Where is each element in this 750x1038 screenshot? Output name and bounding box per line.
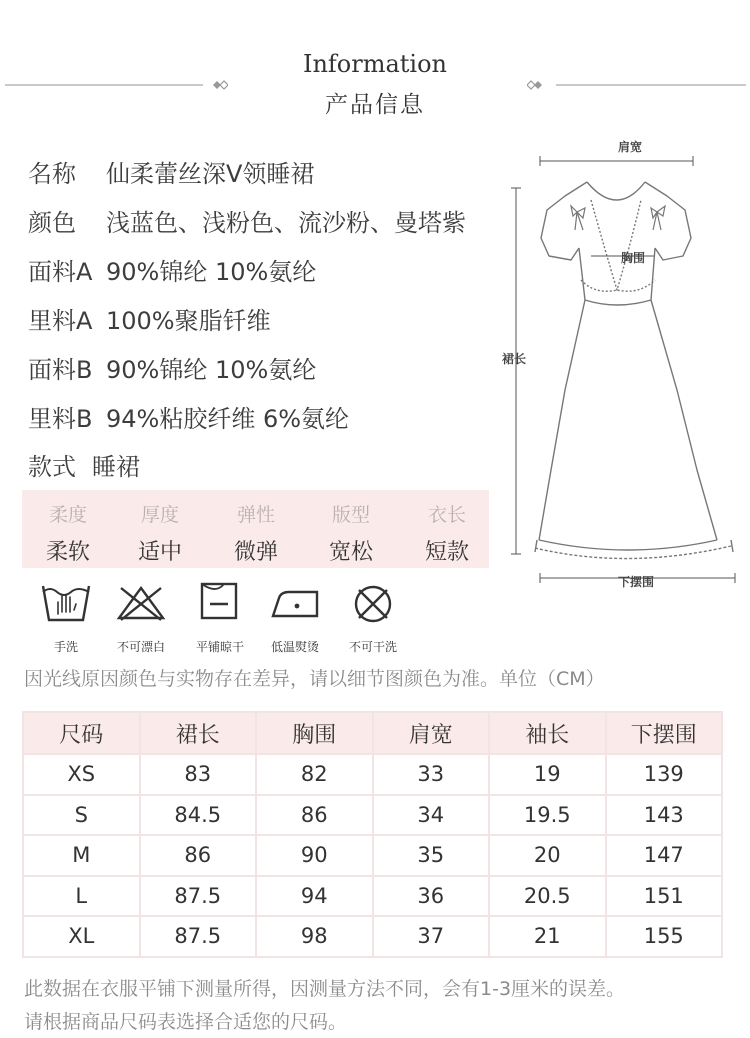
table-row	[23, 795, 722, 836]
diamond-ornament-right-icon	[527, 80, 543, 90]
table-cell: 87.5	[140, 876, 257, 917]
column-header-hem: 下摆围	[606, 712, 723, 754]
attribute-value: 柔软	[45, 540, 90, 565]
care-label: 平铺晾干	[195, 640, 244, 654]
attribute-title: 版型	[331, 504, 370, 526]
care-dry-flat	[185, 580, 255, 655]
care-label: 手洗	[53, 640, 78, 654]
info-value: 睡裙	[92, 453, 140, 481]
info-key: 款式	[28, 453, 76, 481]
table-cell: 35	[373, 835, 490, 876]
diamond-ornament-left-icon	[212, 80, 228, 90]
table-cell: 86	[140, 835, 257, 876]
info-row-lining-a	[28, 301, 271, 335]
table-row	[23, 754, 722, 795]
table-cell: 20.5	[489, 876, 606, 917]
attribute-title: 柔度	[48, 504, 87, 526]
care-no-dry-clean	[338, 580, 408, 655]
column-header-sleeve: 袖长	[489, 712, 606, 754]
iron-low-icon	[267, 580, 323, 624]
table-row	[23, 876, 722, 917]
column-header-shoulder: 肩宽	[373, 712, 490, 754]
info-value: 90%锦纶 10%氨纶	[106, 356, 317, 384]
dress-length-label: 裙长	[502, 352, 527, 366]
column-header-length: 裙长	[140, 712, 257, 754]
table-cell: 147	[606, 835, 723, 876]
table-cell: XS	[23, 754, 140, 795]
info-key: 名称	[28, 160, 76, 188]
table-cell: 86	[256, 795, 373, 836]
attribute-title: 衣长	[427, 504, 466, 526]
info-key: 里料A	[28, 307, 93, 335]
care-iron-low	[260, 580, 330, 655]
info-row-color	[28, 203, 466, 237]
dry-flat-icon	[192, 580, 248, 624]
table-cell: 87.5	[140, 916, 257, 957]
color-unit-note: 因光线原因颜色与实物存在差异，请以细节图颜色为准。单位（CM）	[24, 668, 605, 690]
attribute-length	[401, 490, 493, 566]
table-cell: 90	[256, 835, 373, 876]
table-cell: 139	[606, 754, 723, 795]
size-table	[22, 711, 723, 958]
dress-shoulder-label: 肩宽	[618, 140, 643, 154]
info-key: 面料A	[28, 258, 93, 286]
size-table-header	[23, 712, 722, 754]
info-row-style	[28, 447, 140, 481]
attribute-elasticity	[210, 490, 302, 566]
dress-diagram	[495, 130, 745, 590]
info-key: 颜色	[28, 209, 76, 237]
table-cell: L	[23, 876, 140, 917]
no-dry-clean-icon	[345, 580, 401, 624]
table-cell: 83	[140, 754, 257, 795]
info-row-fabric-b	[28, 350, 317, 384]
attribute-thickness	[114, 490, 206, 566]
attribute-panel	[22, 490, 489, 568]
care-label: 不可漂白	[116, 640, 165, 654]
table-cell: 84.5	[140, 795, 257, 836]
attribute-fit	[305, 490, 397, 566]
table-cell: 94	[256, 876, 373, 917]
table-cell: 36	[373, 876, 490, 917]
table-cell: 34	[373, 795, 490, 836]
info-row-name	[28, 154, 315, 188]
column-header-size: 尺码	[23, 712, 140, 754]
attribute-softness	[22, 490, 114, 566]
table-cell: 19.5	[489, 795, 606, 836]
info-row-lining-b	[28, 399, 350, 433]
table-cell: S	[23, 795, 140, 836]
info-value: 仙柔蕾丝深V领睡裙	[106, 160, 315, 188]
care-label: 不可干洗	[348, 640, 397, 654]
attribute-title: 厚度	[140, 504, 179, 526]
info-key: 面料B	[28, 356, 93, 384]
table-cell: 20	[489, 835, 606, 876]
table-cell: XL	[23, 916, 140, 957]
table-cell: 21	[489, 916, 606, 957]
care-label: 低温熨烫	[270, 640, 319, 654]
attribute-value: 微弹	[233, 540, 278, 565]
info-row-fabric-a	[28, 252, 317, 286]
table-cell: 151	[606, 876, 723, 917]
table-cell: M	[23, 835, 140, 876]
table-cell: 33	[373, 754, 490, 795]
table-cell: 155	[606, 916, 723, 957]
info-value: 94%粘胶纤维 6%氨纶	[106, 405, 350, 433]
title-chinese: 产品信息	[325, 92, 425, 118]
table-cell: 19	[489, 754, 606, 795]
size-advice-note: 请根据商品尺码表选择合适您的尺码。	[24, 1011, 348, 1033]
attribute-value: 适中	[137, 540, 182, 565]
dress-chest-label: 胸围	[621, 251, 646, 265]
hand-wash-icon	[38, 580, 94, 624]
care-no-bleach	[106, 580, 176, 655]
table-row	[23, 835, 722, 876]
table-cell: 98	[256, 916, 373, 957]
attribute-title: 弹性	[236, 504, 275, 526]
attribute-value: 宽松	[328, 540, 373, 565]
header-divider-left	[5, 84, 203, 86]
measurement-note: 此数据在衣服平铺下测量所得，因测量方法不同，会有1-3厘米的误差。	[24, 978, 626, 1000]
info-value: 浅蓝色、浅粉色、流沙粉、曼塔紫	[106, 209, 466, 237]
column-header-chest: 胸围	[256, 712, 373, 754]
table-cell: 82	[256, 754, 373, 795]
table-cell: 37	[373, 916, 490, 957]
header-divider-right	[556, 84, 746, 86]
dress-hem-label: 下摆围	[618, 575, 655, 589]
info-value: 100%聚脂钎维	[106, 307, 271, 335]
table-row	[23, 916, 722, 957]
no-bleach-icon	[113, 580, 169, 624]
info-value: 90%锦纶 10%氨纶	[106, 258, 317, 286]
table-cell: 143	[606, 795, 723, 836]
attribute-value: 短款	[424, 540, 469, 565]
info-key: 里料B	[28, 405, 93, 433]
care-hand-wash	[31, 580, 101, 655]
title-english: Information	[302, 50, 448, 78]
